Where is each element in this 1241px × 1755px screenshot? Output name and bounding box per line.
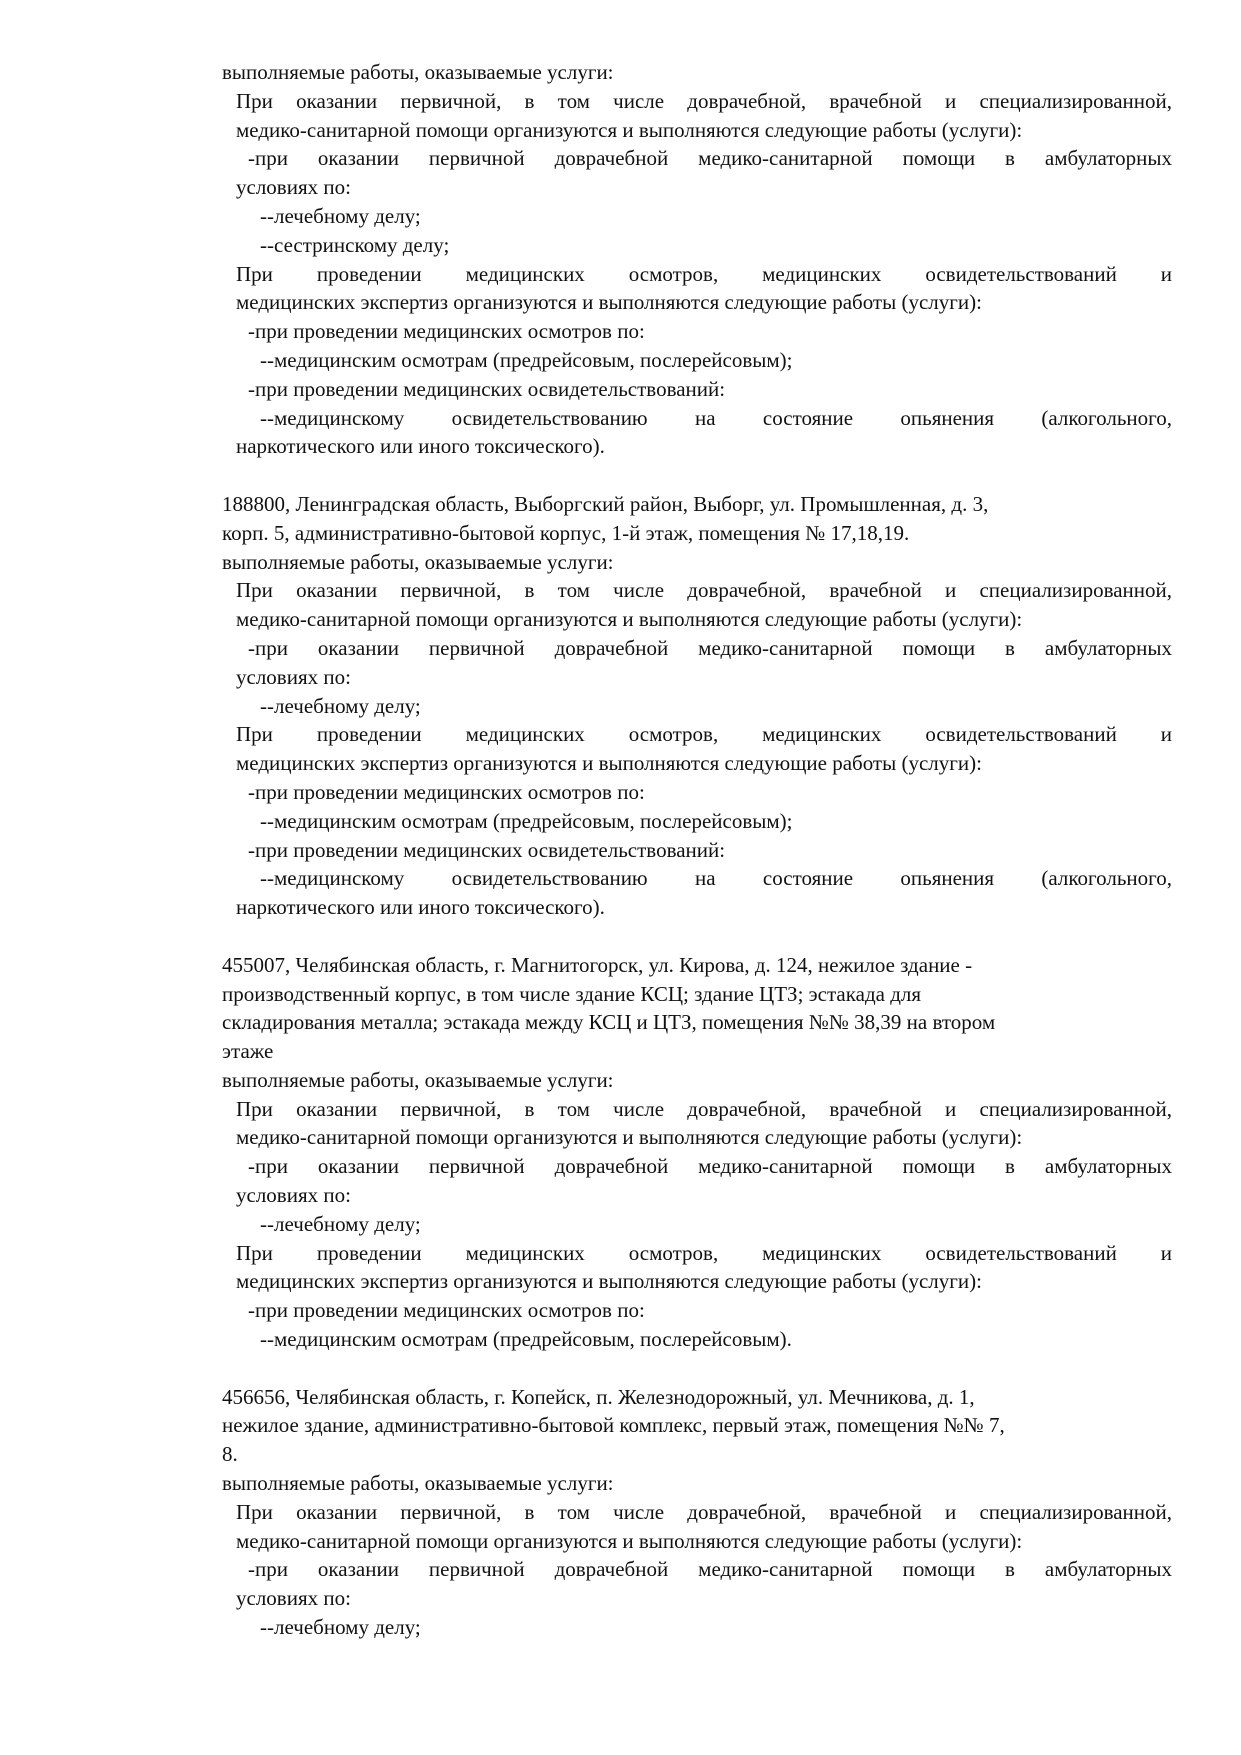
text-line: При проведении медицинских осмотров, медицинских освидетельствований и: [236, 261, 1172, 286]
text-line: наркотического или иного токсического).: [236, 895, 605, 920]
document-page: [222, 58, 1172, 1642]
text-line: медико-санитарной помощи организуются и выполняются следующие работы (услуги):: [236, 117, 1023, 142]
address-section: [222, 1383, 1172, 1642]
text-line: выполняемые работы, оказываемые услуги:: [222, 549, 614, 574]
text-line: --медицинским осмотрам (предрейсовым, послерейсовым).: [260, 1327, 792, 1352]
text-line: --медицинскому освидетельствованию на состояние опьянения (алкогольного,: [260, 866, 1172, 891]
address-section: [222, 951, 1172, 1354]
text-line: 456656, Челябинская область, г. Копейск, п. Железнодорожный, ул. Мечникова, д. 1,: [222, 1384, 975, 1409]
text-line: -при оказании первичной доврачебной медико-санитарной помощи в амбулаторных: [248, 635, 1172, 660]
text-line: -при оказании первичной доврачебной медико-санитарной помощи в амбулаторных: [248, 1557, 1172, 1582]
text-line: -при оказании первичной доврачебной медико-санитарной помощи в амбулаторных: [248, 146, 1172, 171]
text-line: При оказании первичной, в том числе доврачебной, врачебной и специализированной,: [236, 88, 1172, 113]
text-line: --сестринскому делу;: [260, 232, 450, 257]
text-line: -при проведении медицинских осмотров по:: [248, 319, 645, 344]
text-line: медицинских экспертиз организуются и выполняются следующие работы (услуги):: [236, 751, 982, 776]
text-line: выполняемые работы, оказываемые услуги:: [222, 1471, 614, 1496]
text-line: При оказании первичной, в том числе доврачебной, врачебной и специализированной,: [236, 1096, 1172, 1121]
text-line: условиях по:: [236, 1586, 351, 1611]
text-line: складирования металла; эстакада между КСЦ и ЦТЗ, помещения №№ 38,39 на втором: [222, 1010, 996, 1035]
text-line: 188800, Ленинградская область, Выборгский район, Выборг, ул. Промышленная, д. 3,: [222, 491, 989, 516]
text-line: --лечебному делу;: [260, 693, 421, 718]
text-line: медицинских экспертиз организуются и выполняются следующие работы (услуги):: [236, 1269, 982, 1294]
text-line: производственный корпус, в том числе здание КСЦ; здание ЦТЗ; эстакада для: [222, 981, 922, 1006]
text-line: --лечебному делу;: [260, 1615, 421, 1640]
text-line: -при проведении медицинских освидетельствований:: [248, 376, 726, 401]
text-line: этаже: [222, 1039, 274, 1064]
text-line: При оказании первичной, в том числе доврачебной, врачебной и специализированной,: [236, 1499, 1172, 1524]
text-line: -при оказании первичной доврачебной медико-санитарной помощи в амбулаторных: [248, 1154, 1172, 1179]
text-line: --лечебному делу;: [260, 203, 421, 228]
text-line: -при проведении медицинских осмотров по:: [248, 1298, 645, 1323]
address-section: [222, 58, 1172, 461]
address-section: [222, 490, 1172, 922]
text-line: выполняемые работы, оказываемые услуги:: [222, 60, 614, 84]
paragraph-gap: [222, 922, 1172, 951]
text-line: медико-санитарной помощи организуются и выполняются следующие работы (услуги):: [236, 1125, 1023, 1150]
text-line: При оказании первичной, в том числе доврачебной, врачебной и специализированной,: [236, 578, 1172, 603]
text-line: -при проведении медицинских осмотров по:: [248, 779, 645, 804]
text-line: условиях по:: [236, 664, 351, 689]
paragraph-gap: [222, 461, 1172, 490]
text-line: 455007, Челябинская область, г. Магнитогорск, ул. Кирова, д. 124, нежилое здание -: [222, 952, 973, 977]
text-line: При проведении медицинских осмотров, медицинских освидетельствований и: [236, 1240, 1172, 1265]
text-line: При проведении медицинских осмотров, медицинских освидетельствований и: [236, 722, 1172, 747]
text-line: медико-санитарной помощи организуются и выполняются следующие работы (услуги):: [236, 607, 1023, 632]
text-line: --медицинскому освидетельствованию на состояние опьянения (алкогольного,: [260, 405, 1172, 430]
paragraph-gap: [222, 1354, 1172, 1383]
text-line: условиях по:: [236, 1183, 351, 1208]
text-line: выполняемые работы, оказываемые услуги:: [222, 1067, 614, 1092]
text-line: -при проведении медицинских освидетельствований:: [248, 837, 726, 862]
text-line: 8.: [222, 1442, 238, 1467]
text-line: корп. 5, административно-бытовой корпус, 1-й этаж, помещения № 17,18,19.: [222, 520, 910, 545]
text-line: медицинских экспертиз организуются и выполняются следующие работы (услуги):: [236, 290, 982, 315]
text-line: --лечебному делу;: [260, 1211, 421, 1236]
text-line: --медицинским осмотрам (предрейсовым, послерейсовым);: [260, 347, 793, 372]
text-line: нежилое здание, административно-бытовой комплекс, первый этаж, помещения №№ 7,: [222, 1413, 1005, 1438]
text-line: условиях по:: [236, 175, 351, 200]
text-line: наркотического или иного токсического).: [236, 434, 605, 459]
text-line: медико-санитарной помощи организуются и выполняются следующие работы (услуги):: [236, 1528, 1023, 1553]
text-line: --медицинским осмотрам (предрейсовым, послерейсовым);: [260, 808, 793, 833]
